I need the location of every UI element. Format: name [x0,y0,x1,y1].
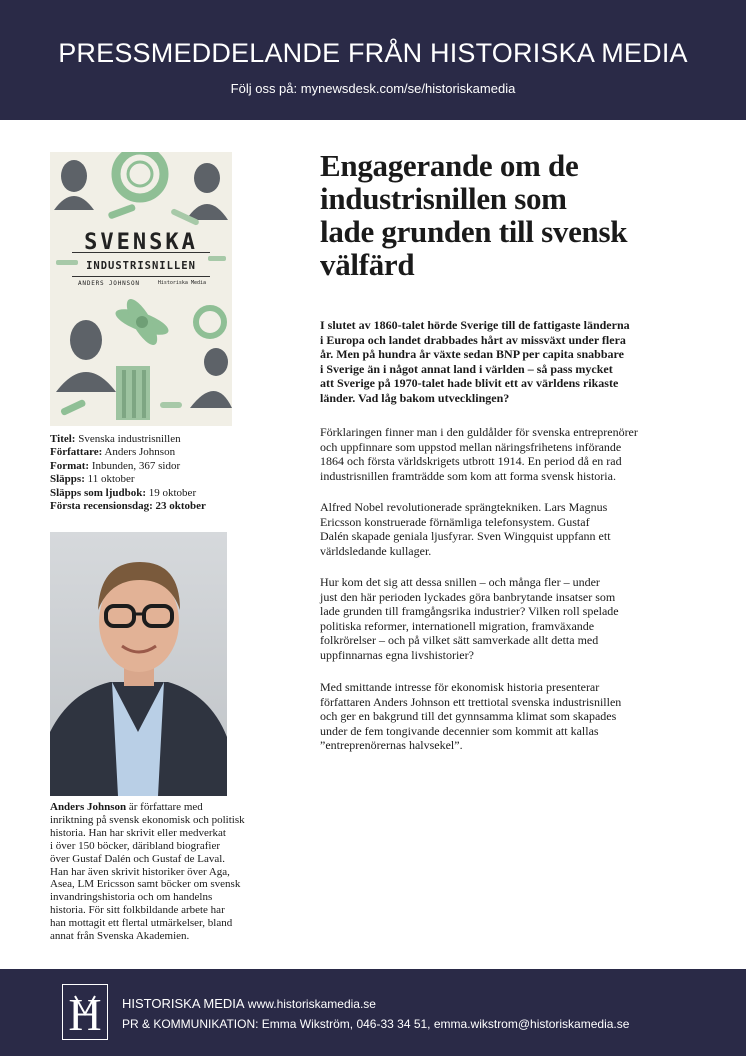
headline-line: Engagerande om de [320,148,579,183]
meta-row-review-date [50,500,280,513]
lead-line: I slutet av 1860-talet hörde Sverige till de fattigaste länderna [320,318,630,332]
paragraph-line: Hur kom det sig att dessa snillen – och många fler – under [320,575,600,589]
cover-title: SVENSKA [84,230,198,255]
lead-line: i Sverige än i något annat land i världen – så pass mycket [320,361,613,376]
bio-line: han mottagit ett flertal utmärkelser, bland [50,917,233,930]
article-paragraph-2 [320,500,672,558]
meta-value: 11 oktober [87,473,135,486]
bio-author-name: Anders Johnson [50,801,127,813]
paragraph-line: och ger en bakgrund till det gynnsamma klimat som skapades [320,709,617,724]
meta-value: 23 oktober [155,500,206,513]
bio-line: invandringshistoria och om handelns [50,891,213,904]
paragraph-line: under de fem tongivande decennier som kommit att kallas [320,723,599,738]
meta-value: 19 oktober [148,486,197,499]
meta-row-release [50,473,280,486]
lead-line: i Europa och landet drabbades hårt av missväxt under flera [320,332,626,347]
article-headline [320,149,700,281]
book-cover-image [50,152,232,426]
cover-subtitle: INDUSTRISNILLEN [86,260,196,272]
paragraph-line: 1864 och första världskrigets utbrott 1914. En period då en rad [320,454,622,469]
bio-line: inriktning på svensk ekonomisk och politisk [50,813,245,826]
meta-label: Format: [50,459,90,472]
paragraph-line: Förklaringen finner man i den guldålder för svenska entreprenörer [320,425,638,439]
lead-line: länder. Vad låg bakom utvecklingen? [320,390,510,405]
bio-line: historia. Han har skrivit eller medverkat [50,826,226,839]
book-metadata [50,433,280,513]
headline-line: industrisnillen som [320,181,567,216]
paragraph-line: folkrörelser – och på vilket sätt samverkade allt detta med [320,633,599,648]
press-release-title: PRESSMEDDELANDE FRÅN HISTORISKA MEDIA [58,38,688,68]
headline-line: välfärd [320,247,415,282]
lead-line: att Sverige på 1970-talet hade blivit ett av världens rikaste [320,376,619,391]
paragraph-line: industrisnillen framträdde som kom att forma svensk historia. [320,468,616,483]
meta-label: Släpps som ljudbok: [50,486,146,499]
cover-rule-bottom [72,276,210,277]
bio-line [50,801,278,814]
footer-banner [0,969,746,1056]
meta-row-format [50,460,280,473]
bio-text: är författare med [126,801,203,813]
footer-brand-line [122,996,376,1011]
paragraph-line: uppfinnarnas egna livshistorier? [320,647,474,662]
historiska-media-logo-icon [62,984,108,1040]
meta-label: Första recensionsdag: [50,500,153,513]
meta-label: Titel: [50,433,76,445]
bio-line: över Gustaf Dalén och Gustaf de Laval. [50,852,226,865]
bio-line: historia. För sitt folkbildande arbete har [50,904,225,917]
author-bio [50,801,278,943]
paragraph-line: författaren Anders Johnson ett trettiotal svenska industrisnillen [320,694,622,709]
meta-value: Inbunden, 367 sidor [91,459,181,472]
paragraph-line: Alfred Nobel revolutionerade sprängtekniken. Lars Magnus [320,500,608,514]
cover-author: ANDERS JOHNSON [78,280,140,287]
article-paragraph-1 [320,425,672,483]
follow-us-link[interactable]: Följ oss på: mynewsdesk.com/se/historiskamedia [230,81,516,96]
paragraph-line: världsledande kullager. [320,543,432,558]
paragraph-line: Med smittande intresse för ekonomisk historia presenterar [320,680,600,694]
svg-text:H: H [68,989,102,1040]
author-portrait [50,532,227,796]
meta-row-title [50,433,280,446]
headline-line: lade grunden till svensk [320,214,628,249]
paragraph-line: lade grunden till framgångsrika industrier? Vilken roll spelade [320,604,619,619]
bio-line: Han har även skrivit historiker över Aga, [50,865,230,878]
meta-row-audiobook [50,487,280,500]
meta-label: Släpps: [50,473,85,486]
paragraph-line: ”entreprenörernas halvsekel”. [320,738,463,753]
article-lead [320,318,670,406]
footer-website-link[interactable]: www.historiskamedia.se [247,997,376,1011]
header-banner [0,0,746,120]
paragraph-line: och uppfinnare som uppstod mellan näringsfrihetens införande [320,439,622,454]
paragraph-line: Dalén skapade geniala ljusfyrar. Sven Wingquist uppfann ett [320,529,611,544]
meta-value: Anders Johnson [104,446,176,459]
bio-line: i över 150 böcker, däribland biografier [50,839,220,852]
meta-row-author [50,446,280,459]
footer-brand: HISTORISKA MEDIA [122,996,245,1011]
meta-label: Författare: [50,446,103,459]
article-paragraph-3 [320,575,672,663]
paragraph-line: Ericsson konstruerade förnämliga telefonsystem. Gustaf [320,514,590,529]
meta-value: Svenska industrisnillen [78,433,181,445]
paragraph-line: just den här perioden lyckades göra banbrytande insatser som [320,589,616,604]
paragraph-line: politiska reformer, internationell migration, framväxande [320,618,595,633]
footer-contact: PR & KOMMUNIKATION: Emma Wikström, 046-33 34 51, emma.wikstrom@historiskamedia.se [122,1017,630,1031]
author-photo [50,532,227,796]
cover-publisher: Historiska Media [157,280,206,286]
bio-line: annat från Svenska Akademien. [50,930,190,943]
lead-line: år. Men på hundra år växte sedan BNP per capita snabbare [320,347,624,362]
bio-line: Asea, LM Ericsson samt böcker om svensk [50,878,241,891]
article-paragraph-4 [320,680,672,753]
cover-artwork [50,152,232,426]
